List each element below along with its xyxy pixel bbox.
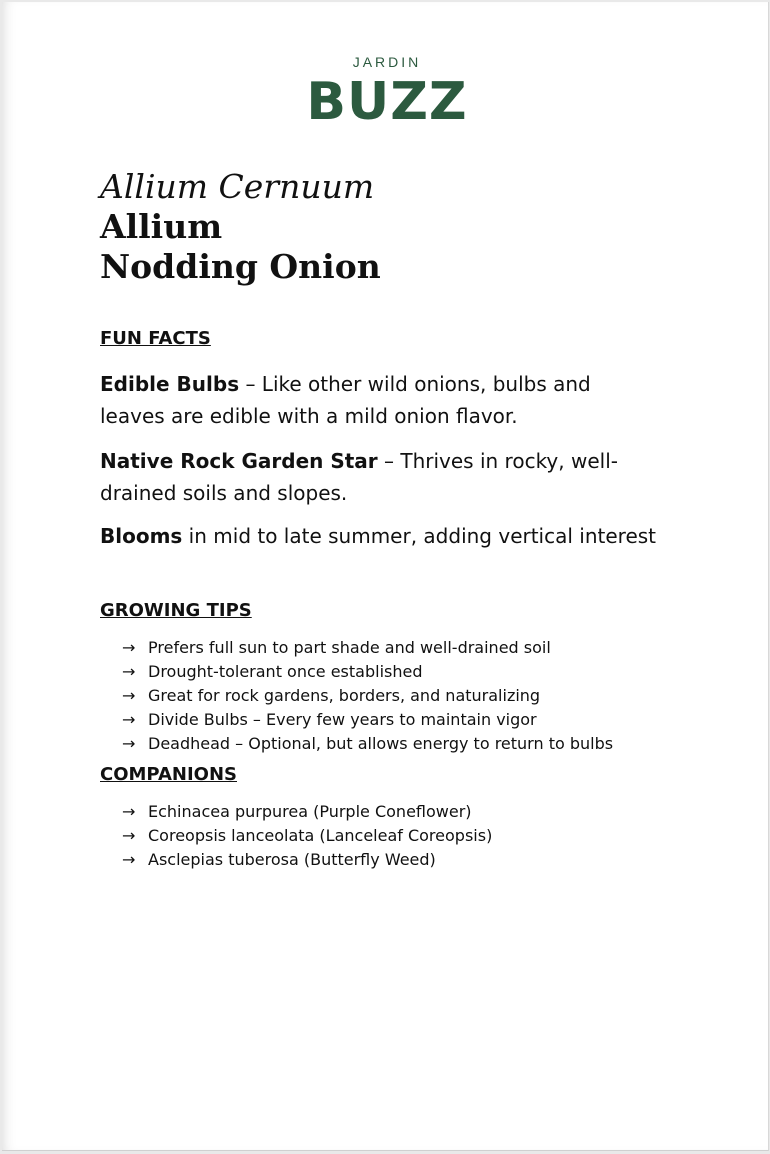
arrow-right-icon: → xyxy=(122,638,136,657)
logo-jardin-text: JARDIN xyxy=(352,54,422,70)
list-item xyxy=(122,660,613,684)
tip-text: Great for rock gardens, borders, and naturalizing xyxy=(148,686,541,705)
growing-tips-list xyxy=(122,636,613,756)
fact-item xyxy=(100,520,660,552)
arrow-right-icon: → xyxy=(122,826,136,845)
logo-buzz-text: BUZZ xyxy=(306,72,468,132)
arrow-right-icon: → xyxy=(122,734,136,753)
list-item xyxy=(122,800,492,824)
arrow-right-icon: → xyxy=(122,686,136,705)
plant-title-block xyxy=(100,167,381,287)
list-item xyxy=(122,824,492,848)
companions-list xyxy=(122,800,492,872)
tip-text: Drought-tolerant once established xyxy=(148,662,423,681)
growing-tips-heading: GROWING TIPS xyxy=(100,600,252,621)
fact-title: Blooms xyxy=(100,524,183,548)
list-item xyxy=(122,684,613,708)
fact-text: in mid to late summer, adding vertical interest xyxy=(182,524,657,548)
genus-name: Allium xyxy=(100,207,223,246)
tip-text: Deadhead – Optional, but allows energy to return to bulbs xyxy=(148,734,614,753)
tip-text: Prefers full sun to part shade and well-drained soil xyxy=(148,638,551,657)
fact-text: – Like other wild onions, bulbs and leaves are edible with a mild onion flavor. xyxy=(100,372,591,428)
scientific-name: Allium Cernuum xyxy=(100,167,375,206)
companion-text: Echinacea purpurea (Purple Coneflower) xyxy=(148,802,472,821)
fun-facts-heading: FUN FACTS xyxy=(100,328,211,349)
companion-text: Coreopsis lanceolata (Lanceleaf Coreopsis) xyxy=(148,826,493,845)
common-name: Nodding Onion xyxy=(100,247,381,286)
fact-item xyxy=(100,445,660,509)
arrow-right-icon: → xyxy=(122,802,136,821)
companions-heading: COMPANIONS xyxy=(100,764,237,785)
list-item xyxy=(122,732,613,756)
fact-item xyxy=(100,368,660,432)
document-page xyxy=(2,2,769,1151)
fact-title: Native Rock Garden Star xyxy=(100,449,378,473)
list-item xyxy=(122,848,492,872)
list-item xyxy=(122,636,613,660)
companion-text: Asclepias tuberosa (Butterfly Weed) xyxy=(148,850,436,869)
arrow-right-icon: → xyxy=(122,710,136,729)
fact-text: – Thrives in rocky, well-drained soils and slopes. xyxy=(100,449,618,505)
arrow-right-icon: → xyxy=(122,850,136,869)
jardin-buzz-logo xyxy=(302,48,472,132)
fact-title: Edible Bulbs xyxy=(100,372,240,396)
tip-text: Divide Bulbs – Every few years to maintain vigor xyxy=(148,710,537,729)
list-item xyxy=(122,708,613,732)
arrow-right-icon: → xyxy=(122,662,136,681)
